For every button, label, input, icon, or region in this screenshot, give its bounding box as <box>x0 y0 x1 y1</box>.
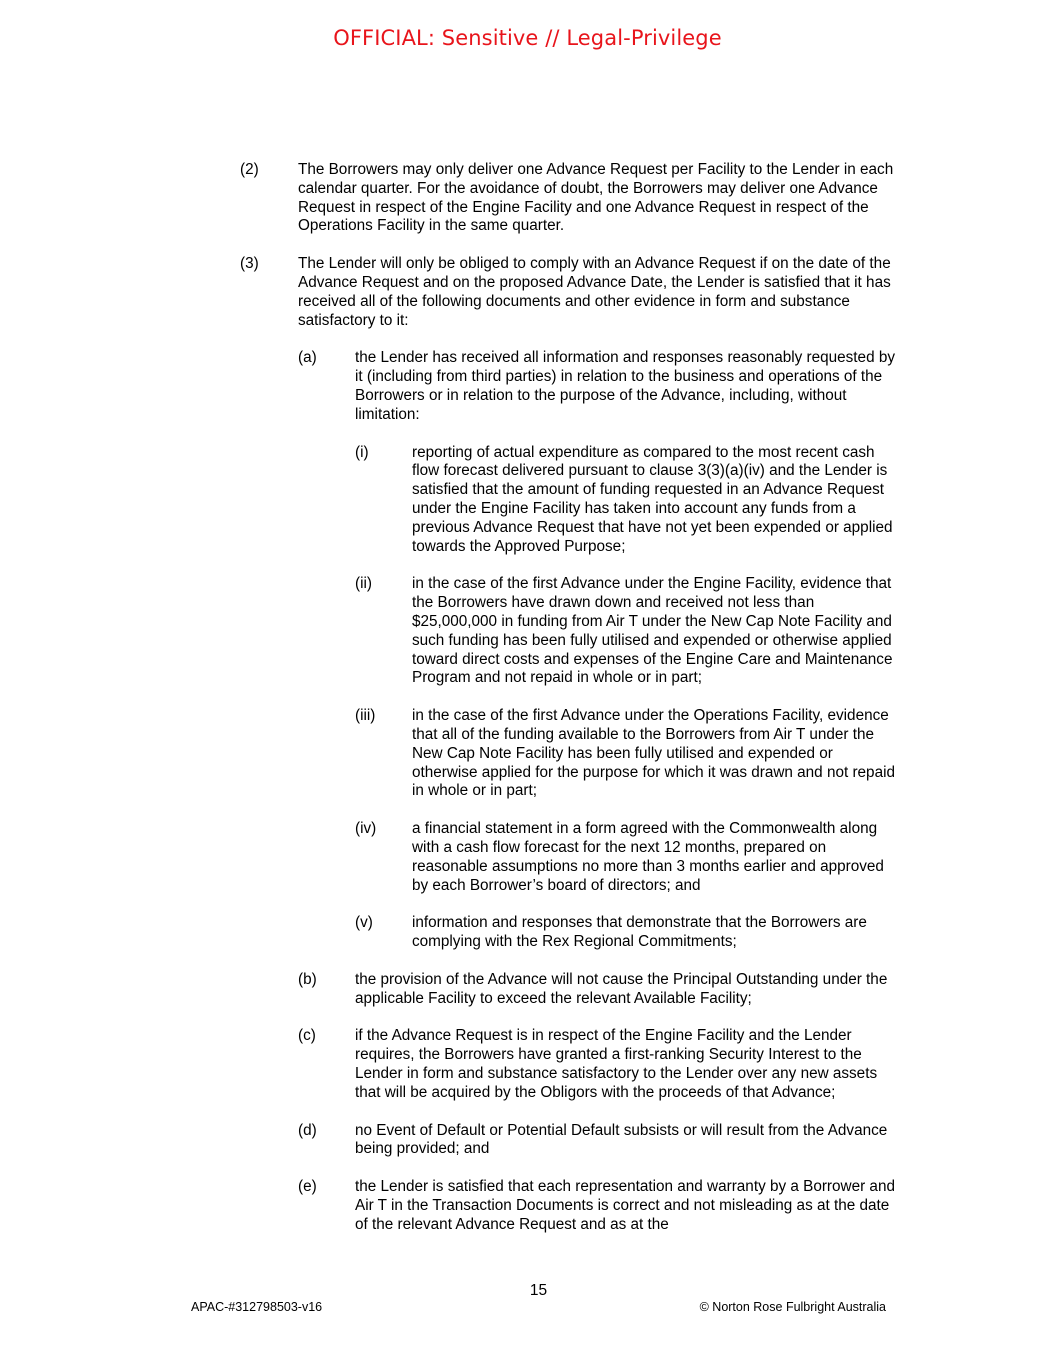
item-number: (iv) <box>355 820 377 838</box>
subclause-c <box>0 1027 900 1102</box>
subclause-number: (a) <box>298 349 317 367</box>
document-body <box>0 161 1055 1254</box>
subclause-number: (e) <box>298 1178 317 1196</box>
item-text: in the case of the first Advance under the Operations Facility, evidence that all of the funding available to the Borrowers from Air T under the New Cap Note Facility has been fully utilised and expended or otherwise applied for the purpose for which it was drawn and not repaid in whole or in part; <box>412 707 895 800</box>
clause-number: (3) <box>240 255 259 273</box>
item-ii <box>0 575 900 688</box>
clause-3 <box>0 255 898 330</box>
subclause-b <box>0 971 900 1009</box>
item-text: a financial statement in a form agreed with the Commonwealth along with a cash flow forecast for the next 12 months, prepared on reasonable assumptions no more than 3 months earlier and approved by each Borrower’s board of directors; and <box>412 820 884 894</box>
subclause-number: (d) <box>298 1121 317 1139</box>
item-iii <box>0 707 900 801</box>
item-iv <box>0 820 900 895</box>
subclause-text: if the Advance Request is in respect of the Engine Facility and the Lender requires, the Borrowers have granted a first-ranking Security Interest to the Lender in form and substance satisfactory to the Lender over any new assets that will be acquired by the Obligors with the proceeds of that Advance; <box>355 1027 878 1101</box>
item-text: information and responses that demonstrate that the Borrowers are complying with the Rex Regional Commitments; <box>412 914 867 951</box>
subclause-a <box>0 349 900 424</box>
item-number: (ii) <box>355 575 372 593</box>
clause-text: The Lender will only be obliged to comply with an Advance Request if on the date of the Advance Request and on the proposed Advance Date, the Lender is satisfied that it has received all of the following documents and other evidence in form and substance satisfactory to it: <box>298 255 891 329</box>
subclause-text: the Lender has received all information and responses reasonably requested by it (including from third parties) in relation to the business and operations of the Borrowers or in relation to the purpose of the Advance, including, without limitation: <box>355 349 895 423</box>
classification-banner: OFFICIAL: Sensitive // Legal-Privilege <box>333 26 722 50</box>
item-number: (i) <box>355 443 369 461</box>
subclause-e <box>0 1178 900 1234</box>
item-number: (v) <box>355 914 373 932</box>
item-i <box>0 444 900 557</box>
clause-2 <box>0 161 898 236</box>
subclause-number: (c) <box>298 1027 316 1045</box>
subclause-d <box>0 1122 900 1160</box>
item-number: (iii) <box>355 707 376 725</box>
copyright-notice: © Norton Rose Fulbright Australia <box>699 1300 886 1314</box>
clause-number: (2) <box>240 161 259 178</box>
subclause-text: the provision of the Advance will not cause the Principal Outstanding under the applicable Facility to exceed the relevant Available Facility; <box>355 970 888 1007</box>
item-text: in the case of the first Advance under the Engine Facility, evidence that the Borrowers have drawn down and received not less than $25,000,000 in funding from Air T under the New Cap Note Facility and such funding has been fully utilised and expended or otherwise applied toward direct costs and expenses of the Engine Care and Maintenance Program and not repaid in whole or in part; <box>412 575 893 687</box>
subclause-number: (b) <box>298 970 317 988</box>
item-v <box>0 914 900 952</box>
subclause-text: the Lender is satisfied that each representation and warranty by a Borrower and Air T in the Transaction Documents is correct and not misleading as at the date of the relevant Advance Request and as at the <box>355 1178 895 1233</box>
subclause-text: no Event of Default or Potential Default subsists or will result from the Advance being provided; and <box>355 1121 888 1158</box>
page-number: 15 <box>529 1282 548 1299</box>
item-text: reporting of actual expenditure as compared to the most recent cash flow forecast delivered pursuant to clause 3(3)(a)(iv) and the Lender is satisfied that the amount of funding requested in an Advance Request under the Engine Facility has taken into account any funds from a previous Advance Request that have not yet been expended or applied towards the Approved Purpose; <box>412 443 893 555</box>
document-reference: APAC-#312798503-v16 <box>191 1300 323 1314</box>
clause-text: The Borrowers may only deliver one Advance Request per Facility to the Lender in each calendar quarter. For the avoidance of doubt, the Borrowers may deliver one Advance Request in respect of the Engine Facility and one Advance Request in respect of the Operations Facility in the same quarter. <box>298 161 894 235</box>
